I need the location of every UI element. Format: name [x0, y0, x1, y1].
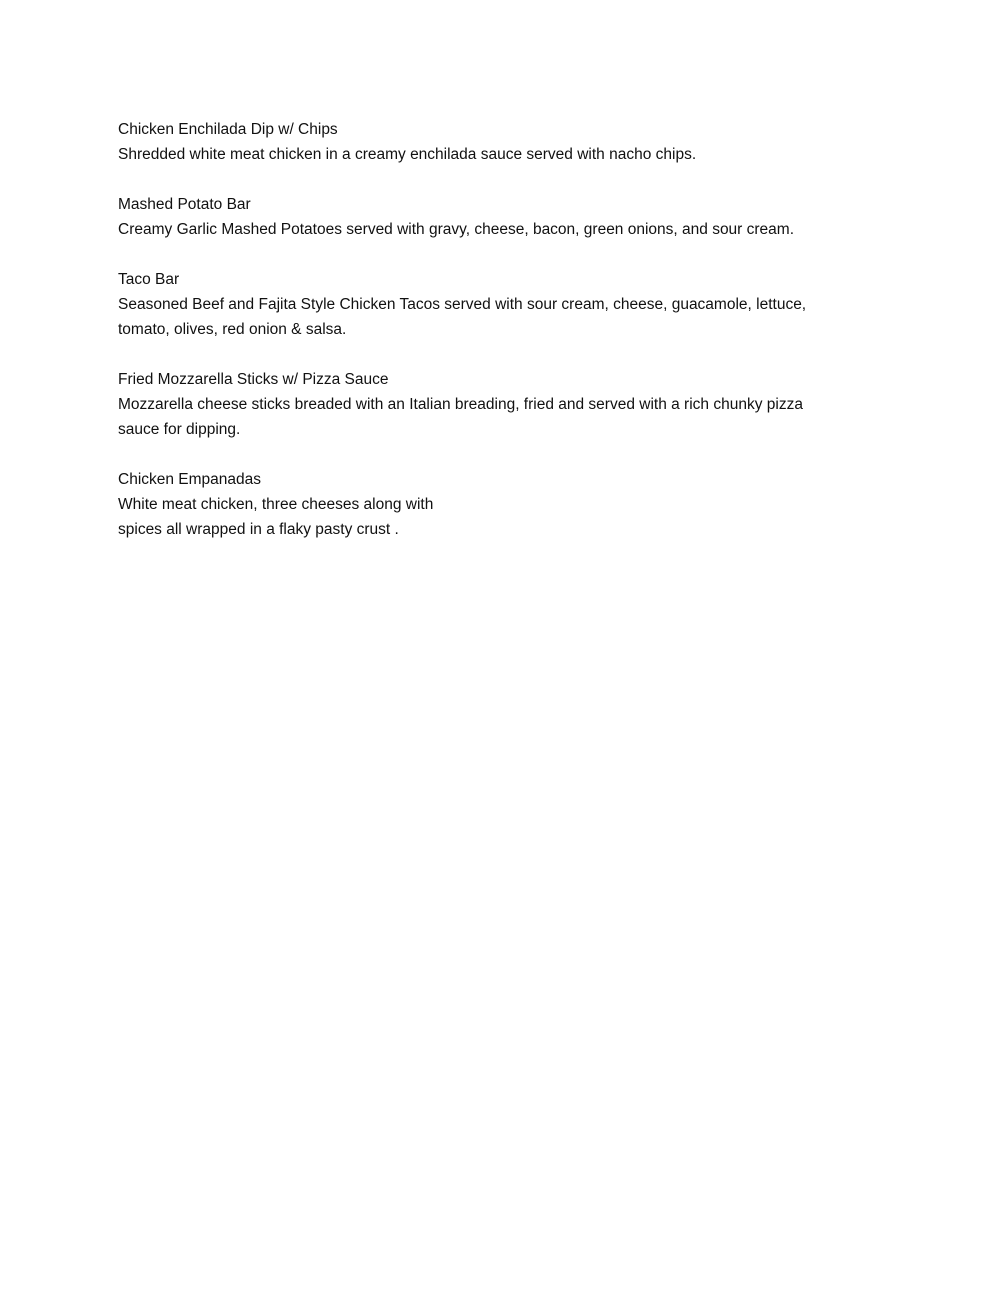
- menu-item-name: Chicken Enchilada Dip w/ Chips: [118, 121, 338, 138]
- menu-item-description: tomato, olives, red onion & salsa.: [118, 321, 347, 338]
- menu-item-description: Mozzarella cheese sticks breaded with an Italian breading, fried and served with a rich chunky pizza: [118, 396, 803, 413]
- menu-item-description: sauce for dipping.: [118, 421, 241, 438]
- menu-item-name: Fried Mozzarella Sticks w/ Pizza Sauce: [118, 371, 389, 388]
- menu-item-chicken-empanadas: [118, 467, 878, 542]
- menu-item-description: Shredded white meat chicken in a creamy enchilada sauce served with nacho chips.: [118, 146, 697, 163]
- menu-item-name: Taco Bar: [118, 271, 180, 288]
- menu-item-name: Mashed Potato Bar: [118, 196, 251, 213]
- menu-item-description: spices all wrapped in a flaky pasty crust .: [118, 521, 399, 538]
- menu-item-chicken-enchilada-dip: [118, 117, 878, 167]
- menu-item-description: Seasoned Beef and Fajita Style Chicken Tacos served with sour cream, cheese, guacamole, lettuce,: [118, 296, 807, 313]
- menu-item-name: Chicken Empanadas: [118, 471, 262, 488]
- menu-item-mashed-potato-bar: [118, 192, 878, 242]
- menu-item-taco-bar: [118, 267, 878, 342]
- menu-item-description: Creamy Garlic Mashed Potatoes served with gravy, cheese, bacon, green onions, and sour cream.: [118, 221, 795, 238]
- menu-page: [118, 117, 878, 567]
- menu-item-description: White meat chicken, three cheeses along with: [118, 496, 434, 513]
- menu-item-fried-mozzarella-sticks: [118, 367, 878, 442]
